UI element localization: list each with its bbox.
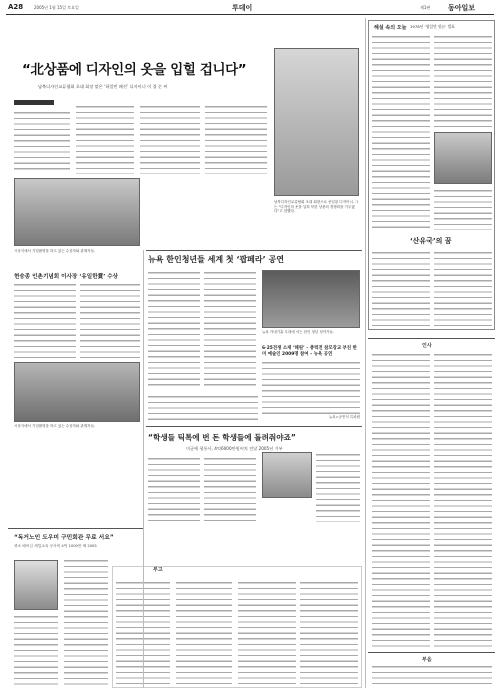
column-divider-right xyxy=(365,18,366,688)
story2-photo xyxy=(262,270,360,328)
obit-text-col-4 xyxy=(300,580,358,684)
lead-portrait-photo xyxy=(274,48,359,196)
story3-headline: “학생들 틱톡에 번 돈 학생들에 돌려줘야죠” xyxy=(148,433,296,442)
story4-text-col-1 xyxy=(64,558,108,686)
masthead xyxy=(0,0,500,14)
personnel-text-col-2 xyxy=(434,352,492,648)
lead-kicker-bar xyxy=(14,100,54,105)
lower-section-rule xyxy=(8,528,143,529)
personnel-rule xyxy=(368,338,495,339)
story4-subhead: 귀소 배씨심 세입교육 공사비 4억 1000만 예 2005 xyxy=(14,544,97,548)
column-text-col-4 xyxy=(372,250,430,326)
column-text-col-1 xyxy=(372,34,430,230)
column-photo xyxy=(434,132,492,184)
sidebar-a-text xyxy=(262,360,360,414)
story2-photo-caption: 뉴욕 카네기홀 무대에 서는 한인 청년 성악가들. xyxy=(262,330,335,334)
story4-portrait-photo xyxy=(14,560,58,610)
award-photo-caption: 시상식에서 기념촬영을 하고 있는 수상자와 관계자들. xyxy=(14,249,96,253)
story4-text-col-2 xyxy=(14,614,58,686)
sidebar-a-headline: 6·25전쟁 소재 ‘해원’ – 총력전 참모장교 부친 한미 예술인 2009명 참여 – 뉴욕 공연 xyxy=(262,346,357,357)
page-number: A28 xyxy=(8,3,24,11)
obituary-title: 부음 xyxy=(422,657,432,663)
award-ceremony-caption: 시상식에서 기념촬영을 하고 있는 수상자와 관계자들. xyxy=(14,424,96,428)
story3-portrait-photo xyxy=(262,452,312,498)
column-small-head: ‘산유국’의 꿈 xyxy=(410,237,452,245)
obit-title: 부고 xyxy=(153,567,163,573)
personnel-title: 인사 xyxy=(422,343,432,349)
column-caption: 1976년 ‘영일만 원유’ 발표 xyxy=(410,24,456,29)
story3-text-col-1 xyxy=(148,456,200,522)
obit-text-col-2 xyxy=(176,580,232,684)
award-group-photo xyxy=(14,178,140,246)
lead-photo-caption: 남북디자인교류협회 초대 회장으로 선임된 디자이너. 그는 “디자인의 옷을 입혀 북한 상품의 경쟁력을 키우겠다”고 말했다. xyxy=(274,200,359,214)
story2-top-rule xyxy=(146,250,362,251)
obit-text-col-3 xyxy=(238,580,296,684)
column-text-col-2 xyxy=(434,34,492,130)
story2-text-col-1 xyxy=(148,270,200,390)
award-text-col-1 xyxy=(14,282,76,358)
sidebar-a-byline: 뉴욕=공종식 특파원 xyxy=(328,415,360,419)
obituary-text xyxy=(372,664,492,688)
award-headline: 현승종 인촌기념회 이사장 ‘유일한賞’ 수상 xyxy=(14,274,119,280)
story3-top-rule xyxy=(146,426,362,427)
award-ceremony-photo xyxy=(14,362,140,422)
column-text-col-3 xyxy=(434,188,492,230)
award-text-col-2 xyxy=(80,282,140,358)
lead-text-col-3 xyxy=(140,104,200,174)
lead-text-col-1 xyxy=(14,110,70,174)
newspaper-name: 동아일보 xyxy=(448,4,476,12)
obituary-rule xyxy=(368,652,495,653)
story3-text-col-3 xyxy=(316,452,360,522)
story4-headline: “독거노인 도우미 구민회관 무료 서요” xyxy=(14,535,114,541)
column-divider-left xyxy=(143,250,144,688)
masthead-rule xyxy=(6,14,494,15)
edition-tag: 제1판 xyxy=(420,5,431,10)
story2-text-col-2 xyxy=(204,270,256,390)
lead-text-col-2 xyxy=(76,104,134,174)
issue-date: 2005년 1월 15일 토요일 xyxy=(34,5,79,10)
story3-text-col-2 xyxy=(204,456,256,522)
story2-headline: 뉴욕 한인청년들 세계 첫 ‘팝페라’ 공연 xyxy=(148,255,284,264)
story3-subhead: 미군에 평통사, 4억6000만원어치 전달 2005년 기부 xyxy=(186,446,283,451)
award-lower-text xyxy=(148,394,258,424)
lead-text-col-4 xyxy=(205,104,267,174)
column-title: 해설 속의 오늘 xyxy=(374,25,407,31)
personnel-text-col-1 xyxy=(372,352,430,648)
lead-headline: “北상품에 디자인의 옷을 입힐 겁니다” xyxy=(22,62,247,78)
lead-subhead: 남북디자인교류협회 초대 회장 맡은 ‘하얼빈 패션’ 디자이너 이 경 순 씨 xyxy=(38,84,168,89)
section-title: 투데이 xyxy=(232,4,253,12)
column-text-col-5 xyxy=(434,250,492,326)
